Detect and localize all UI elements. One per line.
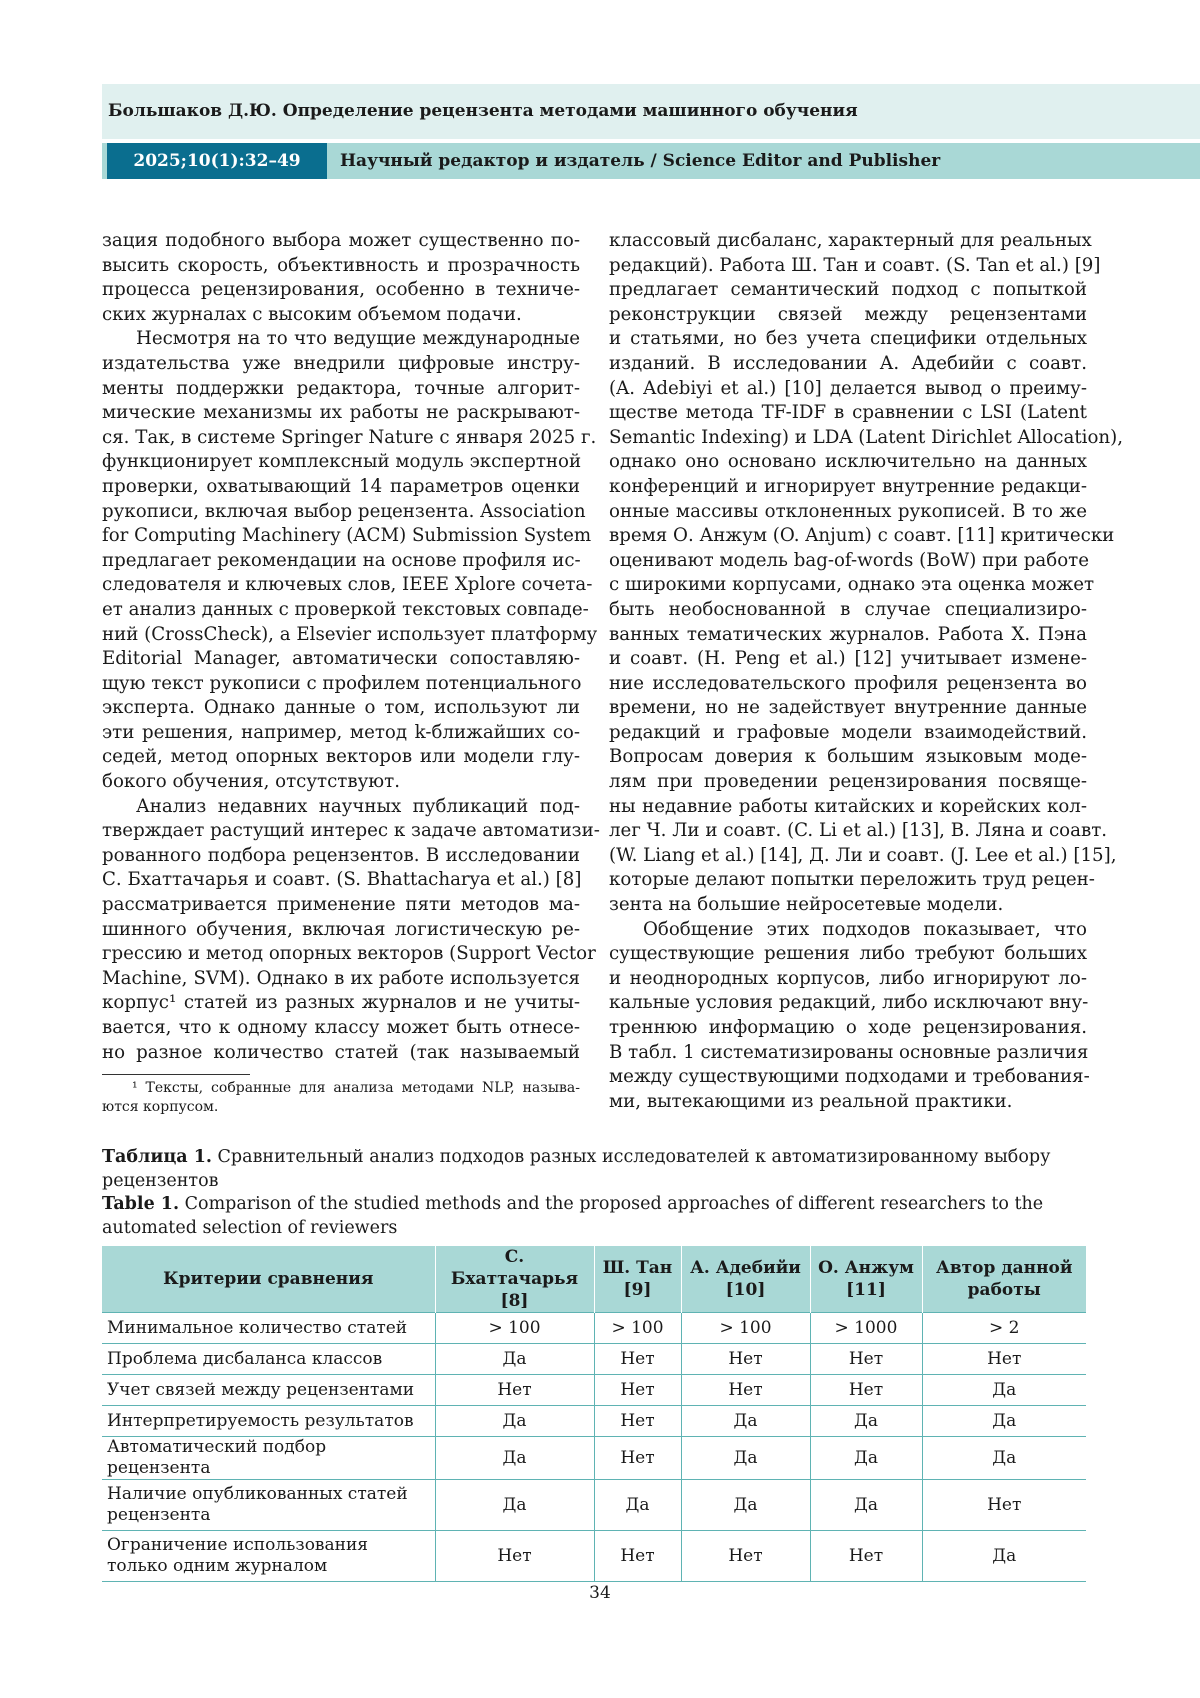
table-cell: Нет [810,1531,922,1582]
table-cell: Да [922,1375,1086,1406]
text-line: издательства уже внедрили цифровые инстру- [102,352,580,377]
text-line: время О. Анжум (O. Anjum) с соавт. [11] критически [609,524,1087,549]
table-row [102,1437,1086,1480]
text-line: рованного подбора рецензентов. В исследовании [102,844,580,869]
column-header: С. Бхаттачарья [8] [435,1246,594,1313]
column-header: А. Адебийи [10] [681,1246,810,1313]
table-cell: Нет [435,1375,594,1406]
text-line: корпус¹ статей из разных журналов и не учиты- [102,991,580,1016]
text-line: менты поддержки редактора, точные алгорит- [102,377,580,402]
text-line: и статьями, но без учета специфики отдельных [609,327,1087,352]
table-cell: Да [810,1480,922,1531]
text-line: ванных тематических журналов. Работа Х. Пэна [609,623,1087,648]
table-cell: Нет [594,1531,681,1582]
text-line: вается, что к одному классу может быть отнесе- [102,1016,580,1041]
table-cell: > 1000 [810,1313,922,1344]
text-line: кальные условия редакций, либо исключают вну- [609,991,1087,1016]
text-line: седей, метод опорных векторов или модели глу- [102,745,580,770]
footnote [102,1079,580,1117]
table-header-row [102,1246,1086,1313]
table-cell: Да [435,1480,594,1531]
text-line: которые делают попытки переложить труд рецен- [609,868,1087,893]
text-line: эти решения, например, метод k-ближайших со- [102,721,580,746]
text-line: проверки, охватывающий 14 параметров оценки [102,475,580,500]
text-line: Обобщение этих подходов показывает, что [609,918,1087,943]
text-line: ми, вытекающими из реальной практики. [609,1090,1087,1115]
text-line: Editorial Manager, автоматически сопоставляю- [102,647,580,672]
table-row [102,1313,1086,1344]
text-line: зента на большие нейросетевые модели. [609,893,1087,918]
journal-header [102,143,1200,179]
table-cell: Да [922,1437,1086,1480]
text-line: for Computing Machinery (ACM) Submission System [102,524,580,549]
text-line: бокого обучения, отсутствуют. [102,770,580,795]
text-line: мические механизмы их работы не раскрывают- [102,401,580,426]
document-page [0,0,1200,1698]
criterion-cell: Ограничение использования только одним журналом [102,1531,435,1582]
table-cell: Нет [681,1375,810,1406]
table-cell: > 100 [594,1313,681,1344]
table-cell: Нет [922,1480,1086,1531]
text-line: С. Бхаттачарья и соавт. (S. Bhattacharya et al.) [8] [102,868,580,893]
text-line: следователя и ключевых слов, IEEE Xplore сочета- [102,573,580,598]
page-number: 34 [0,1583,1200,1603]
text-line: лям при проведении рецензирования посвяще- [609,770,1087,795]
text-line: Semantic Indexing) и LDA (Latent Dirichlet Allocation), [609,426,1087,451]
table-cell: Нет [922,1344,1086,1375]
table-cell: Нет [681,1531,810,1582]
table-row [102,1375,1086,1406]
criterion-cell: Учет связей между рецензентами [102,1375,435,1406]
text-line: (W. Liang et al.) [14], Д. Ли и соавт. (J. Lee et al.) [15], [609,844,1087,869]
table-cell: Нет [435,1531,594,1582]
text-line: редакций и графовые модели взаимодействий. [609,721,1087,746]
footnote-rule [102,1074,250,1075]
text-line: однако оно основано исключительно на данных [609,450,1087,475]
criterion-cell: Минимальное количество статей [102,1313,435,1344]
column-header: Ш. Тан [9] [594,1246,681,1313]
text-line: ние исследовательского профиля рецензента во [609,672,1087,697]
footnote-line: ются корпусом. [102,1098,580,1117]
table-cell: Да [681,1437,810,1480]
table-cell: Нет [810,1375,922,1406]
text-line: изданий. В исследовании А. Адебийи с соавт. [609,352,1087,377]
table-cell: Да [810,1406,922,1437]
text-line: конференций и игнорирует внутренние редакци- [609,475,1087,500]
table-row [102,1406,1086,1437]
left-column [102,229,580,1065]
text-line: классовый дисбаланс, характерный для реальных [609,229,1087,254]
table-cell: Нет [594,1406,681,1437]
issue-info: 2025;10(1):32–49 [107,143,327,179]
text-line: быть необоснованной в случае специализиро- [609,598,1087,623]
text-line: предлагает семантический подход с попыткой [609,278,1087,303]
comparison-table [102,1246,1086,1582]
table-row [102,1531,1086,1582]
criterion-cell: Интерпретируемость результатов [102,1406,435,1437]
text-line: Вопросам доверия к большим языковым моде- [609,745,1087,770]
text-line: редакций). Работа Ш. Тан и соавт. (S. Tan et al.) [9] [609,254,1087,279]
caption-text-en: Comparison of the studied methods and the proposed approaches of different researchers to the automated selection of reviewers [102,1194,1043,1238]
table-cell: Нет [594,1344,681,1375]
text-line: рассматривается применение пяти методов ма- [102,893,580,918]
right-column [609,229,1087,1114]
text-line: ществе метода TF-IDF в сравнении с LSI (Latent [609,401,1087,426]
column-header: Критерии сравнения [102,1246,435,1313]
text-line: ны недавние работы китайских и корейских кол- [609,795,1087,820]
table-cell: Да [435,1406,594,1437]
criterion-cell: Проблема дисбаланса классов [102,1344,435,1375]
table-cell: Да [435,1437,594,1480]
text-line: между существующими подходами и требования- [609,1065,1087,1090]
running-title: Большаков Д.Ю. Определение рецензента методами машинного обучения [108,101,858,121]
text-line: ний (CrossCheck), а Elsevier использует платформу [102,623,580,648]
text-line: В табл. 1 систематизированы основные различия [609,1041,1087,1066]
criterion-cell: Наличие опубликованных статей рецензента [102,1480,435,1531]
text-line: высить скорость, объективность и прозрачность [102,254,580,279]
text-line: оценивают модель bag-of-words (BoW) при работе [609,549,1087,574]
text-line: процесса рецензирования, особенно в техниче- [102,278,580,303]
table-cell: Да [435,1344,594,1375]
text-line: времени, но не задействует внутренние данные [609,696,1087,721]
text-line: ских журналах с высоким объемом подачи. [102,303,580,328]
table-cell: Нет [681,1344,810,1375]
text-line: но разное количество статей (так называемый [102,1041,580,1066]
text-line: ет анализ данных с проверкой текстовых совпаде- [102,598,580,623]
text-line: (A. Adebiyi et al.) [10] делается вывод о преиму- [609,377,1087,402]
text-line: зация подобного выбора может существенно по- [102,229,580,254]
caption-text-ru: Сравнительный анализ подходов разных исследователей к автоматизированному выбору рецензентов [102,1147,1050,1191]
text-line: ся. Так, в системе Springer Nature с января 2025 г. [102,426,580,451]
text-line: существующие решения либо требуют больших [609,942,1087,967]
text-line: с широкими корпусами, однако эта оценка может [609,573,1087,598]
column-header: Автор данной работы [922,1246,1086,1313]
text-line: шинного обучения, включая логистическую ре- [102,918,580,943]
text-line: грессию и метод опорных векторов (Support Vector [102,942,580,967]
table-cell: > 100 [435,1313,594,1344]
text-line: рукописи, включая выбор рецензента. Association [102,500,580,525]
text-line: функционирует комплексный модуль экспертной [102,450,580,475]
table-cell: Да [594,1480,681,1531]
table-cell: Нет [594,1437,681,1480]
text-line: треннюю информацию о ходе рецензирования. [609,1016,1087,1041]
table-cell: Да [810,1437,922,1480]
table-cell: Да [681,1406,810,1437]
text-line: реконструкции связей между рецензентами [609,303,1087,328]
caption-label-ru: Таблица 1. [102,1147,212,1167]
criterion-cell: Автоматический подбор рецензента [102,1437,435,1480]
text-line: лег Ч. Ли и соавт. (C. Li et al.) [13], В. Ляна и соавт. [609,819,1087,844]
text-line: предлагает рекомендации на основе профиля ис- [102,549,580,574]
text-line: онные массивы отклоненных рукописей. В то же [609,500,1087,525]
column-header: О. Анжум [11] [810,1246,922,1313]
table-cell: Нет [594,1375,681,1406]
footnote-line: ¹ Тексты, собранные для анализа методами NLP, называ- [102,1079,580,1098]
table-cell: Да [922,1406,1086,1437]
table-cell: > 2 [922,1313,1086,1344]
running-header [102,84,1200,139]
table-cell: > 100 [681,1313,810,1344]
table-cell: Нет [810,1344,922,1375]
text-line: Machine, SVM). Однако в их работе используется [102,967,580,992]
table-cell: Да [922,1531,1086,1582]
text-line: и соавт. (H. Peng et al.) [12] учитывает измене- [609,647,1087,672]
text-line: щую текст рукописи с профилем потенциального [102,672,580,697]
text-line: Анализ недавних научных публикаций под- [102,795,580,820]
text-line: тверждает растущий интерес к задаче автоматизи- [102,819,580,844]
table-row [102,1480,1086,1531]
text-line: и неоднородных корпусов, либо игнорируют ло- [609,967,1087,992]
text-line: эксперта. Однако данные о том, используют ли [102,696,580,721]
table-row [102,1344,1086,1375]
table-cell: Да [681,1480,810,1531]
text-line: Несмотря на то что ведущие международные [102,327,580,352]
table-caption [102,1146,1102,1240]
caption-label-en: Table 1. [102,1194,179,1214]
journal-title: Научный редактор и издатель / Science Editor and Publisher [340,143,940,179]
